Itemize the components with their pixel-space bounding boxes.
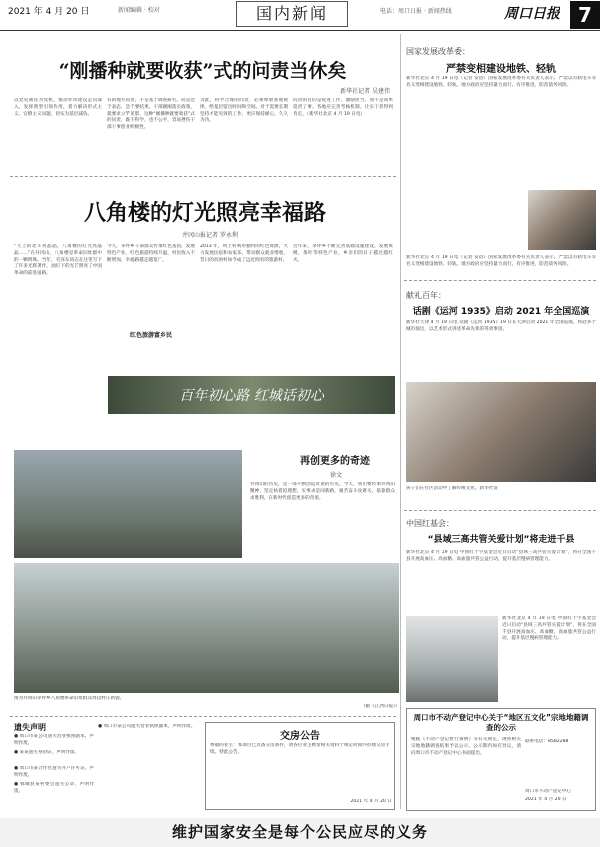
- bottom-divider: [10, 716, 396, 717]
- side-divider-2: [404, 510, 596, 511]
- commentary-footnote: （据《江西日报》）: [360, 704, 400, 709]
- top-article-col-4: 问责的目的是促进工作、激励担当，而不是简单追责了事。各地应完善考核机制，让实干者得到肯定。（新华社北京 4 月 19 日电）: [293, 98, 393, 117]
- notice-box: [406, 708, 596, 811]
- notice-title: 周口市不动产登记中心关于“地区五文化”宗地地籍调查的公示: [413, 713, 589, 732]
- feature-col-4: 近年来，茅坪乡不断完善基础设施建设，发展黄桃、茶叶等特色产业，乡亲们的日子越过越红火。: [293, 244, 393, 263]
- top-article-byline: 新华社记者 吴建伟: [340, 88, 390, 95]
- village-photo-caption: 图为井冈山茅坪乡八角楼革命旧址群及周边村庄新貌。: [14, 696, 125, 701]
- header-contact-info: 电话：周口日报 · 新闻热线: [380, 8, 452, 15]
- side-top-caption: 新华社北京 4 月 19 日电（记者 安蓓）国家发展改革委有关负责人表示，严禁以有轨电车等名义变相建设地铁、轻轨。地方政府应坚持量力而行、有序推进，防范债务风险。: [406, 255, 596, 267]
- drama-caption: 孩子们在社区活动中了解传统文化。新华社发: [406, 486, 498, 491]
- redcross-photo: [406, 616, 498, 702]
- house-notice-title: 交房公告: [280, 731, 320, 742]
- footer-slogan: 维护国家安全是每个公民应尽的义务: [0, 818, 600, 847]
- village-photo-bottom: [14, 563, 399, 693]
- notice-signoff: 周口市不动产登记中心: [525, 789, 571, 794]
- header-rule: [0, 30, 600, 31]
- side-divider-1: [404, 280, 596, 281]
- lost-notice-item: ● 某某遗失身份证，声明作废。: [14, 750, 80, 755]
- redcross-title: “县域三高共管关爱计划”将走进千县: [427, 535, 575, 545]
- notice-text: 根据《不动产登记暂行条例》等有关规定，现将相关宗地地籍调查结果予以公示，公示期内如有异议，请向周口市不动产登记中心书面提出。: [411, 737, 521, 756]
- issue-date: 2021 年 4 月 20 日: [8, 7, 90, 17]
- commentary-byline: 徐文: [330, 472, 343, 479]
- section-divider: [10, 176, 396, 177]
- feature-byline: 井冈山报记者 罗永利: [182, 232, 238, 239]
- redcross-kicker: 中国红基会：: [406, 519, 454, 528]
- feature-subhead: 红色旅游富乡民: [129, 332, 172, 339]
- commentary-text: 井冈山的历史，是一部不断创造奇迹的历史。今天，我们要传承井冈山精神，坚定执着追理想，实事求是闯新路，艰苦奋斗攻难关，依靠群众求胜利，在新时代创造更多的奇迹。: [250, 482, 395, 501]
- notice-contact: 联系电话：8582288: [525, 739, 569, 744]
- top-article-col-3: 为此，科学合理的问责，必须尊重客观规律，给基层留出时间和空间。对于需要长期坚持才能见效的工作，更应保持耐心，久久为功。: [200, 98, 288, 124]
- redcross-photo-text: 新华社北京 4 月 19 日电 中国红十字基金会近日启动“县域三高共管关爱计划”，将在全国千县开展高血压、高血糖、高血脂共管公益行动，提升基层慢病管理能力。: [502, 616, 596, 642]
- commentary-title: 再创更多的奇迹: [300, 456, 370, 467]
- lost-notices-title: 遗失声明: [14, 723, 46, 732]
- notice-date: 2021 年 4 月 20 日: [525, 797, 567, 802]
- drama-kicker: 献礼百年：: [406, 291, 446, 300]
- side-top-title: 严禁变相建设地铁、轻轨: [446, 64, 556, 75]
- side-top-text: 新华社北京 4 月 19 日电（记者 安蓓）国家发展改革委有关负责人表示，严禁以有轨电车等名义变相建设地铁、轻轨。地方政府应坚持量力而行、有序推进，防范债务风险。: [406, 76, 596, 88]
- feature-title: 八角楼的灯光照亮幸福路: [83, 200, 326, 226]
- lost-notice-item: ● 郸城县某村委会遗失公章，声明作废。: [14, 782, 94, 794]
- village-photo-top: [14, 450, 242, 558]
- house-notice-box: [205, 722, 395, 810]
- house-notice-text: 尊敬的业主：本项目已具备交房条件，请各位业主携带相关资料于规定时间内办理交房手续。特此公告。: [210, 743, 390, 755]
- feature-col-2: 今天，茅坪乡干部群众传承红色基因，发展特色产业，红色旅游持续升温，村民收入不断增加，幸福路越走越宽广。: [107, 244, 195, 263]
- drama-text: 新华社天津 4 月 19 日电 话剧《运河 1935》19 日在天津启动 2021 年全国巡演，将赴多个城市演出，以艺术形式讲述革命先辈的英勇事迹。: [406, 320, 596, 332]
- house-notice-date: 2021 年 4 月 20 日: [350, 799, 392, 804]
- banner-text: 百年初心路 红城话初心: [179, 388, 324, 404]
- section-title: 国内新闻: [236, 1, 348, 27]
- feature-col-3: 2013 年，坝上村利用独特的红色资源，大力发展民宿和农家乐，带动群众就业增收，昔日的贫困村如今成了远近闻名的旅游村。: [200, 244, 288, 263]
- top-article-col-1: 以党史教育为契机，推动作风建设走向深入，发挥典型引领作用，着力解决形式主义、官僚主义问题，切实为基层减负。: [14, 98, 102, 117]
- lost-notices-col-2: ● 周口市某公司遗失营业执照副本，声明作废。: [98, 724, 196, 729]
- drama-title: 话剧《运河 1935》启动 2021 年全国巡演: [412, 307, 590, 317]
- top-article-title: “刚播种就要收获”式的问责当休矣: [58, 60, 347, 82]
- side-top-kicker: 国家发展改革委：: [406, 47, 470, 56]
- column-rule: [400, 34, 401, 809]
- page-number: 7: [570, 1, 600, 29]
- banner-image: [108, 376, 395, 414]
- header-sub-info: 新闻编辑 · 校对: [118, 7, 160, 14]
- top-article-col-2: 有的地方问责，不是基于调查研究，而是急于表态，急于要结果。干部刚刚落实政策，就要求立竿见影，这种“刚播种就要收获”式的问责，既不科学，也不公平，容易挫伤干部干事创业积极性。: [107, 98, 195, 131]
- feature-col-1: “天上的北斗亮晶晶，八角楼的灯光亮晶晶……”在井冈山，八角楼是革命旧址群中的一颗明珠。当年，毛泽东同志在这里写下了许多光辉著作，油灯下的光芒照亮了中国革命的前进道路。: [14, 244, 102, 277]
- redcross-text: 新华社北京 4 月 19 日电 中国红十字基金会近日启动“县域三高共管关爱计划”，将在全国千县开展高血压、高血糖、高血脂共管公益行动，提升基层慢病管理能力。: [406, 550, 596, 562]
- drama-photo: [406, 382, 596, 482]
- newspaper-brand: 周口日报: [504, 6, 560, 22]
- side-top-photo: [528, 190, 596, 250]
- lost-notice-item: ● 周口市某公司遗失营业执照副本，声明作废。: [14, 734, 94, 746]
- lost-notice-item: ● 周口市某合作社遗失开户许可证，声明作废。: [14, 766, 94, 778]
